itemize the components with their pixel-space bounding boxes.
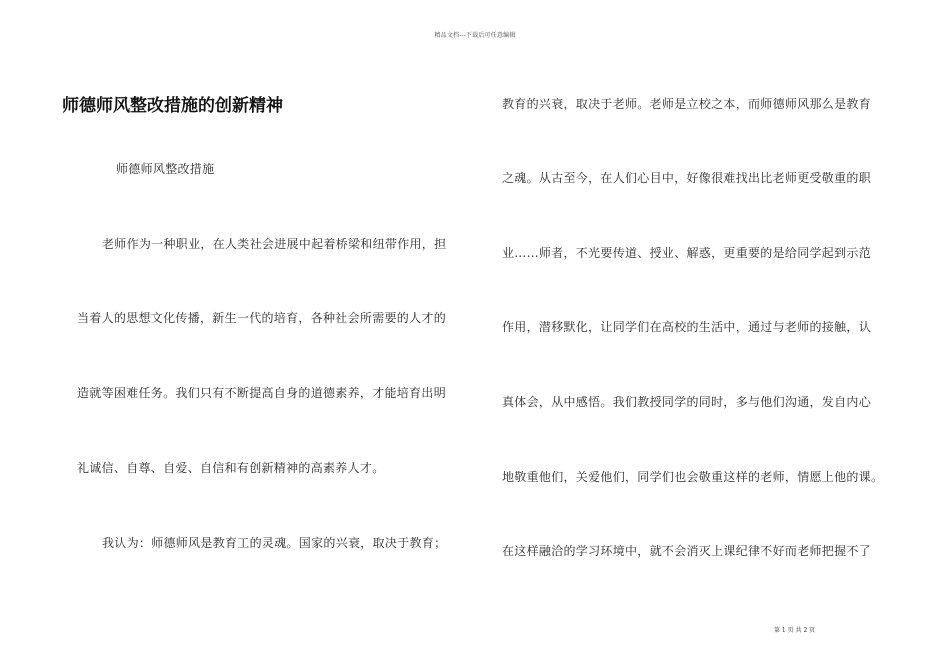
document-title: 师德师风整改措施的创新精神 (62, 96, 283, 116)
document-subtitle: 师德师风整改措施 (116, 162, 215, 176)
paragraph-line: 真体会，从中感悟。我们教授同学的同时，多与他们沟通，发自内心 (502, 395, 872, 409)
paragraph-line: 当着人的思想文化传播，新生一代的培育，各种社会所需要的人才的 (77, 311, 447, 325)
page-number: 第 1 页 共 2 页 (774, 627, 816, 634)
paragraph-line: 在这样融洽的学习环境中，就不会消灭上课纪律不好而老师把握不了 (502, 544, 872, 558)
paragraph-line: 之魂。从古至今，在人们心目中，好像很难找出比老师更受敬重的职 (502, 171, 872, 185)
paragraph-line: 我认为：师德师风是教育工的灵魂。国家的兴衰，取决于教育； (102, 536, 447, 550)
paragraph-line: 地敬重他们，关爱他们，同学们也会敬重这样的老师，情愿上他的课。 (502, 470, 884, 484)
paragraph-line: 老师作为一种职业，在人类社会进展中起着桥梁和纽带作用，担 (102, 237, 447, 251)
paragraph-line: 礼诚信、自尊、自爱、自信和有创新精神的高素养人才。 (77, 461, 385, 475)
header-note: 精品文档---下载后可任意编辑 (434, 32, 516, 39)
paragraph-line: 造就等困难任务。我们只有不断提高自身的道德素养，才能培育出明 (77, 386, 447, 400)
paragraph-line: 作用，潜移默化，让同学们在高校的生活中，通过与老师的接触，认 (502, 320, 872, 334)
paragraph-line: 教育的兴衰，取决于老师。老师是立校之本，而师德师风那么是教育 (502, 97, 872, 111)
paragraph-line: 业……师者，不光要传道、授业、解惑，更重要的是给同学起到示范 (502, 246, 872, 260)
